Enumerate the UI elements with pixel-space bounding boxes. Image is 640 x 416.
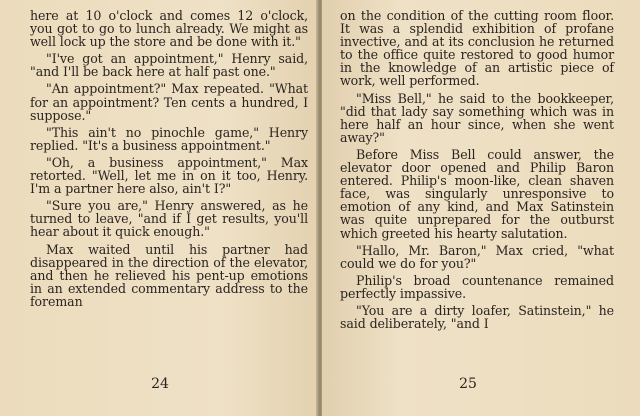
paragraph: "An appointment?" Max repeated. "What for an appointment? Ten cents a hundred, I suppose." — [30, 81, 308, 123]
right-page — [322, 0, 640, 416]
page-number-left: 24 — [151, 376, 169, 392]
paragraph: Before Miss Bell could answer, the elevator door opened and Philip Baron entered. Philip's moon-like, clean shaven face, was singularly unresponsive to emotion of any kind, and Max Satinstein was quite unprepared for the outburst which greeted his hearty salutation. — [340, 146, 614, 241]
paragraph: here at 10 o'clock and comes 12 o'clock, you got to go to lunch already. We might as well lock up the store and be done with it." — [30, 8, 308, 50]
paragraph: "Hallo, Mr. Baron," Max cried, "what could we do for you?" — [340, 242, 614, 271]
paragraph: "Oh, a business appointment," Max retorted. "Well, let me in on it too, Henry. I'm a partner here also, ain't I?" — [30, 154, 308, 197]
page-number-right: 25 — [459, 376, 477, 392]
paragraph: on the condition of the cutting room floor. It was a splendid exhibition of profane invective, and at its conclusion he returned to the office quite restored to good humor in the knowledge of an artistic piece of work, well performed. — [340, 8, 614, 89]
paragraph: "I've got an appointment," Henry said, "and I'll be back here at half past one." — [30, 51, 308, 80]
right-page-text — [340, 9, 614, 330]
paragraph: Max waited until his partner had disappeared in the direction of the elevator, and then he relieved his pent-up emotions in an extended commentary address to the foreman — [30, 241, 308, 309]
left-page-text — [30, 9, 308, 308]
paragraph: "Sure you are," Henry answered, as he turned to leave, "and if I get results, you'll hear about it quick enough." — [30, 198, 308, 240]
paragraph: "Miss Bell," he said to the bookkeeper, "did that lady say something which was in here half an hour since, when she went away?" — [340, 90, 614, 145]
paragraph: Philip's broad countenance remained perfectly impassive. — [340, 272, 614, 301]
left-page — [0, 0, 318, 416]
paragraph: "This ain't no pinochle game," Henry replied. "It's a business appointment." — [30, 124, 308, 153]
paragraph: "You are a dirty loafer, Satinstein," he said deliberately, "and I — [340, 302, 614, 332]
